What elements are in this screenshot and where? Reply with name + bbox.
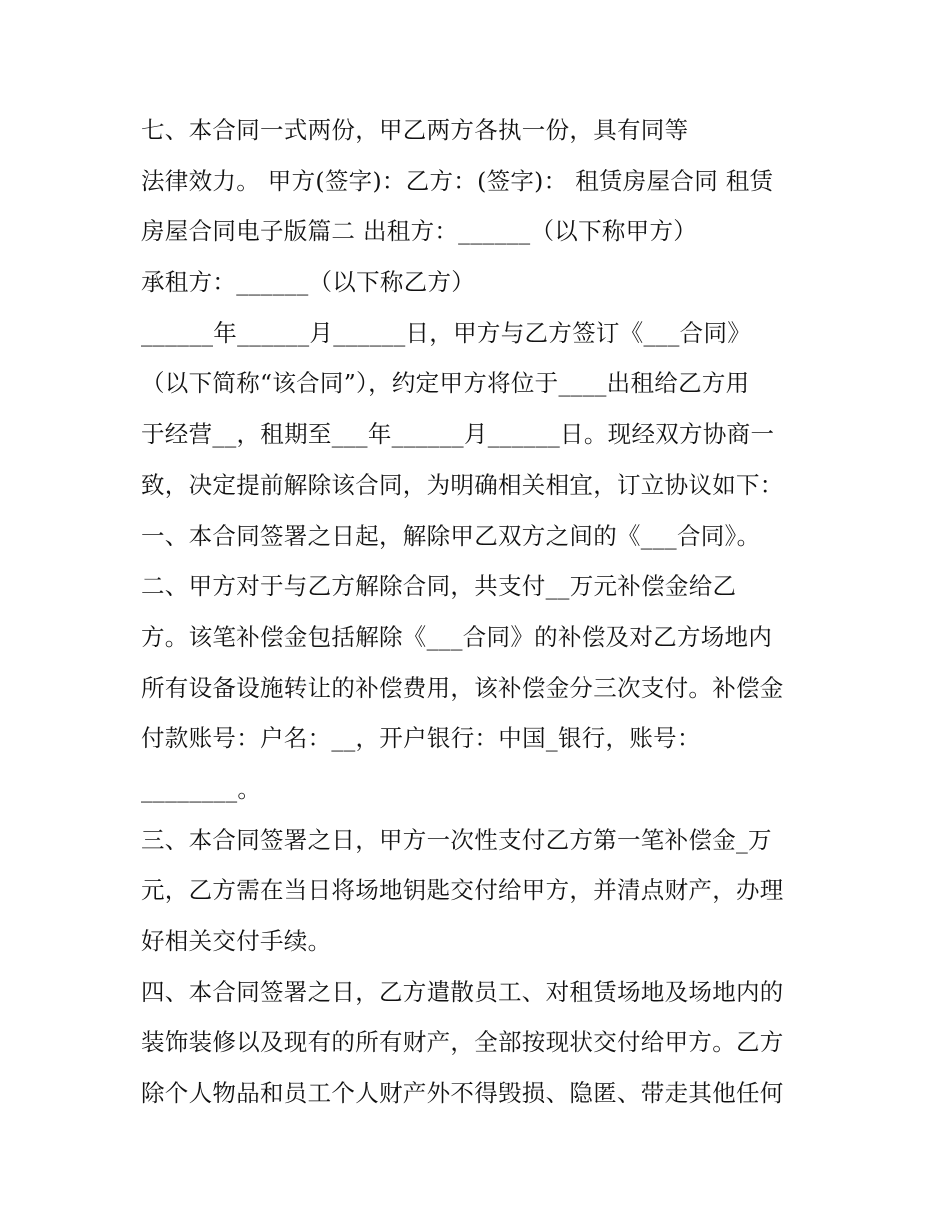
contract-text bbox=[141, 112, 821, 1126]
text-line-16: 元，乙方需在当日将场地钥匙交付给甲方，并清点财产，办理 bbox=[141, 876, 784, 905]
text-line-12: 所有设备设施转让的补偿费用，该补偿金分三次支付。补偿金 bbox=[141, 673, 784, 702]
text-line-13: 付款账号：户名：__，开户银行：中国_银行，账号： bbox=[141, 724, 701, 753]
text-line-6: （以下简称“该合同”），约定甲方将位于____出租给乙方用 bbox=[141, 369, 750, 398]
text-line-19: 装饰装修以及现有的所有财产，全部按现状交付给甲方。乙方 bbox=[141, 1028, 784, 1057]
text-line-15: 三、本合同签署之日，甲方一次性支付乙方第一笔补偿金_万 bbox=[141, 825, 772, 854]
text-line-10: 二、甲方对于与乙方解除合同，共支付__万元补偿金给乙 bbox=[141, 572, 737, 601]
text-line-18: 四、本合同签署之日，乙方遣散员工、对租赁场地及场地内的 bbox=[141, 977, 784, 1006]
text-line-7: 于经营__，租期至___年______月______日。现经双方协商一 bbox=[141, 420, 775, 449]
text-line-14: ________。 bbox=[141, 774, 262, 803]
text-line-1: 七、本合同一式两份，甲乙两方各执一份，具有同等 bbox=[141, 116, 689, 144]
text-line-5: ______年______月______日，甲方与乙方签订《___合同》 bbox=[141, 318, 752, 347]
text-line-3: 房屋合同电子版篇二 出租方：______（以下称甲方） bbox=[141, 217, 698, 246]
text-line-11: 方。该笔补偿金包括解除《___合同》的补偿及对乙方场地内 bbox=[141, 622, 773, 651]
text-line-17: 好相关交付手续。 bbox=[141, 927, 332, 955]
text-line-2: 法律效力。 甲方(签字)：乙方：(签字)： 租赁房屋合同 租赁 bbox=[141, 166, 774, 195]
text-line-9: 一、本合同签署之日起，解除甲乙双方之间的《___合同》。 bbox=[141, 521, 761, 550]
text-line-4: 承租方：______（以下称乙方） bbox=[141, 268, 476, 297]
text-line-8: 致，决定提前解除该合同，为明确相关相宜，订立协议如下： bbox=[141, 470, 784, 499]
text-line-20: 除个人物品和员工个人财产外不得毁损、隐匿、带走其他任何 bbox=[141, 1079, 784, 1108]
